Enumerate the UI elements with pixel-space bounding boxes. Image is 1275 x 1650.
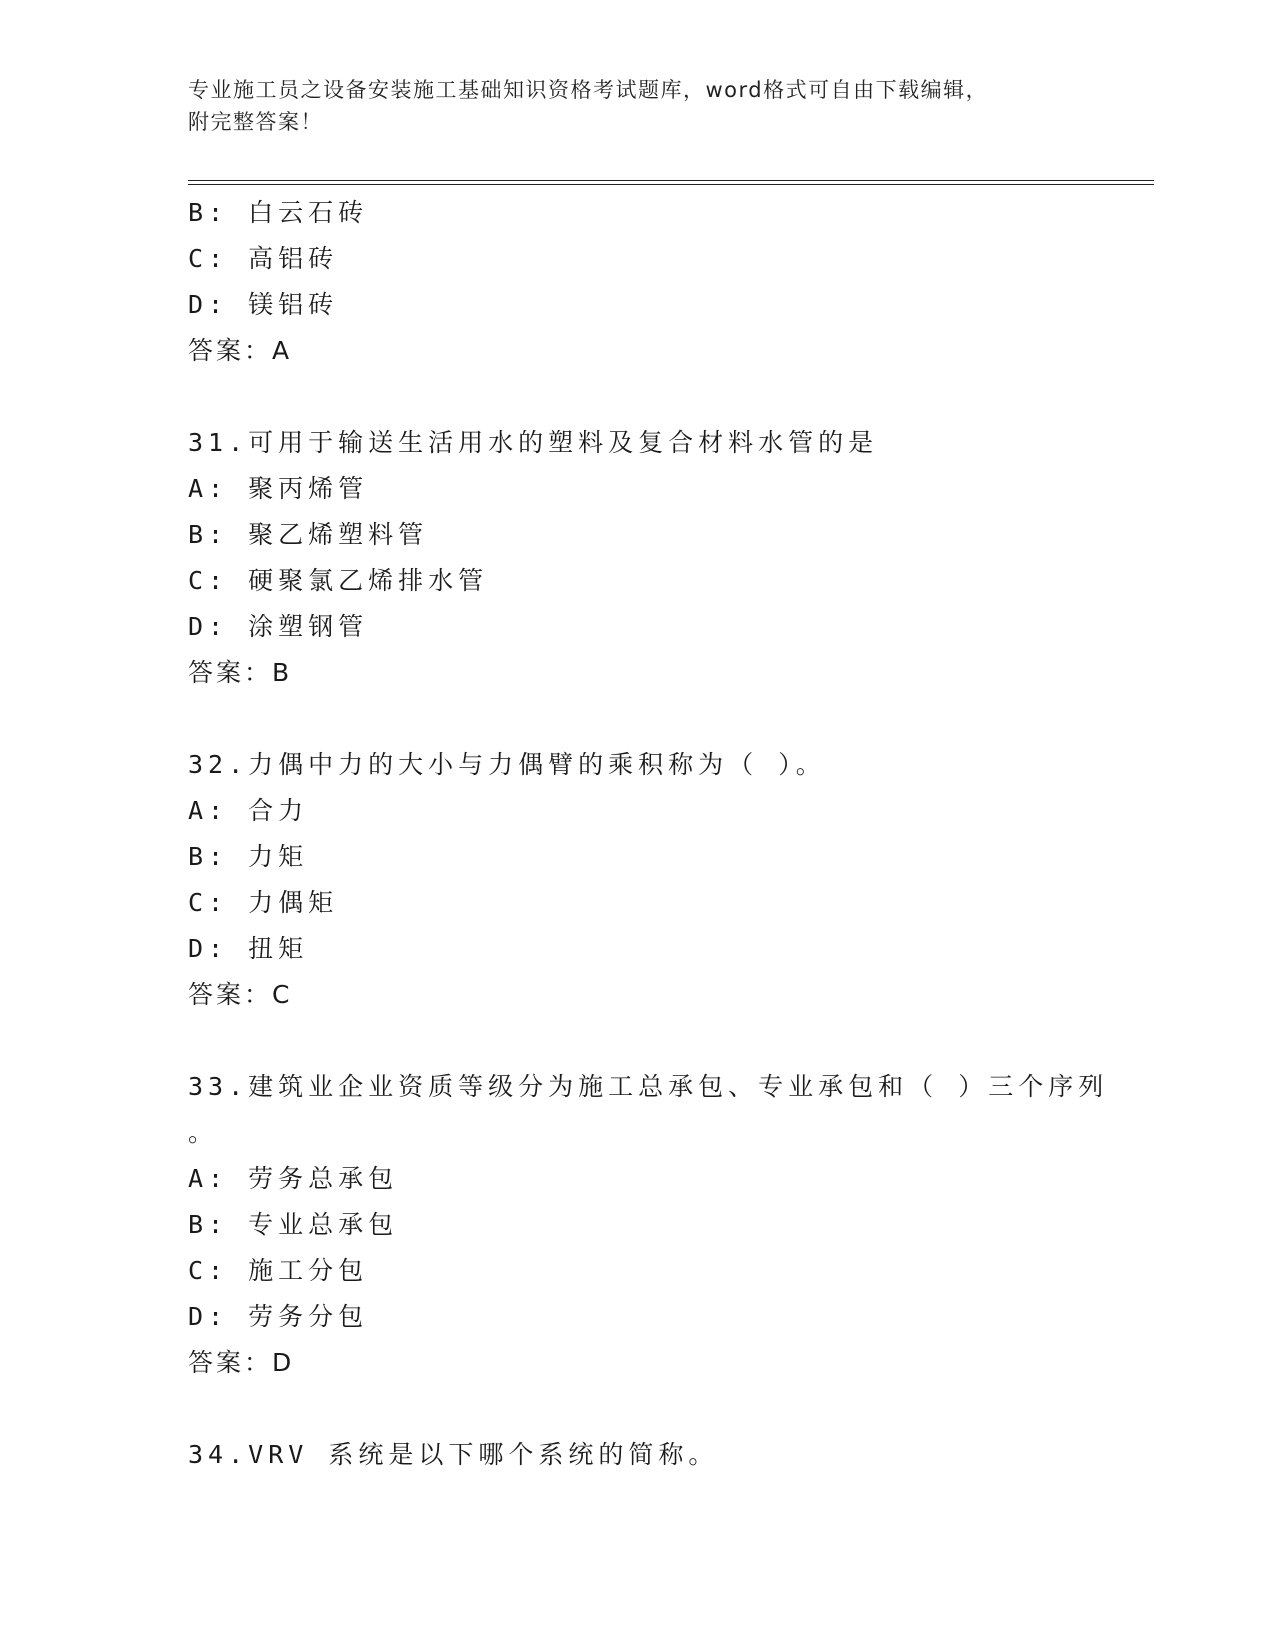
question-list — [188, 190, 1109, 1478]
spacer — [188, 374, 1088, 420]
option-d: D: 涂塑钢管 — [188, 612, 369, 641]
header-line-2: 附完整答案！ — [188, 110, 323, 134]
option-c: C: 施工分包 — [188, 1256, 369, 1285]
question-32 — [188, 742, 1088, 1018]
document-header — [188, 74, 1088, 138]
spacer — [188, 1386, 1088, 1432]
header-divider-bottom — [188, 184, 1154, 185]
question-text: 31.可用于输送生活用水的塑料及复合材料水管的是 — [188, 428, 879, 457]
question-30 — [188, 190, 1088, 374]
question-text: 33.建筑业企业资质等级分为施工总承包、专业承包和（ ）三个序列 — [188, 1072, 1109, 1101]
answer: 答案：B — [188, 658, 293, 687]
option-d: D: 劳务分包 — [188, 1302, 369, 1331]
question-text-continuation: 。 — [188, 1118, 219, 1147]
header-line-1: 专业施工员之设备安装施工基础知识资格考试题库，word格式可自由下载编辑， — [188, 78, 989, 102]
question-text: 32.力偶中力的大小与力偶臂的乘积称为（ ）。 — [188, 750, 826, 779]
option-c: C: 力偶矩 — [188, 888, 339, 917]
spacer — [188, 1018, 1088, 1064]
answer: 答案：D — [188, 1348, 295, 1377]
question-31 — [188, 420, 1088, 696]
answer: 答案：A — [188, 336, 293, 365]
option-a: A: 聚丙烯管 — [188, 474, 369, 503]
option-d: D: 镁铝砖 — [188, 290, 339, 319]
option-b: B: 专业总承包 — [188, 1210, 399, 1239]
question-text: 34.VRV 系统是以下哪个系统的简称。 — [188, 1440, 719, 1469]
option-c: C: 高铝砖 — [188, 244, 339, 273]
option-b: B: 聚乙烯塑料管 — [188, 520, 429, 549]
option-b: B: 白云石砖 — [188, 198, 369, 227]
option-d: D: 扭矩 — [188, 934, 309, 963]
option-c: C: 硬聚氯乙烯排水管 — [188, 566, 489, 595]
answer: 答案：C — [188, 980, 293, 1009]
option-a: A: 合力 — [188, 796, 309, 825]
question-33 — [188, 1064, 1109, 1386]
spacer — [188, 696, 1088, 742]
option-b: B: 力矩 — [188, 842, 309, 871]
header-divider-top — [188, 180, 1154, 181]
question-34 — [188, 1432, 1088, 1478]
option-a: A: 劳务总承包 — [188, 1164, 399, 1193]
